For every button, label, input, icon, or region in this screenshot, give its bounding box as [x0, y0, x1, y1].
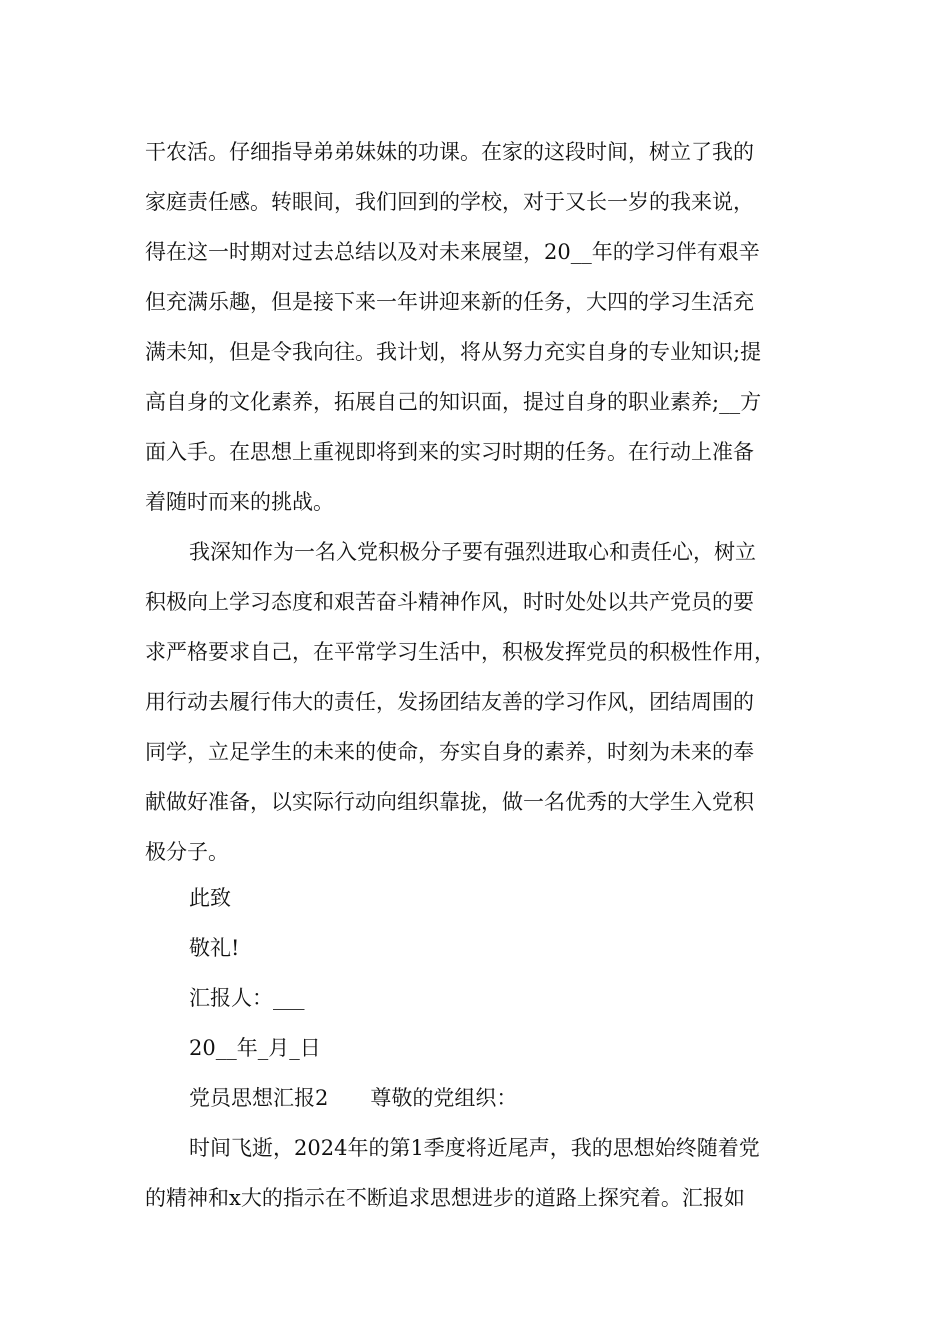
report-2-line-1: 时间飞逝，2024年的第1季度将近尾声，我的思想始终随着党: [189, 1136, 760, 1160]
paragraph-1-line-3: 得在这一时期对过去总结以及对未来展望，20__年的学习伴有艰辛: [145, 240, 760, 264]
paragraph-1-line-8: 着随时而来的挑战。: [145, 490, 334, 514]
report-2-greeting: 尊敬的党组织：: [370, 1086, 518, 1110]
paragraph-2-line-4: 用行动去履行伟大的责任，发扬团结友善的学习作风，团结周围的: [145, 690, 754, 714]
closing-salutation: 此致: [189, 886, 231, 910]
paragraph-1-line-1: 干农活。仔细指导弟弟妹妹的功课。在家的这段时间，树立了我的: [145, 140, 754, 164]
report-2-header: [189, 1083, 517, 1113]
paragraph-2-line-5: 同学，立足学生的未来的使命，夯实自身的素养，时刻为未来的奉: [145, 740, 754, 764]
closing-date: 20__年_月_日: [189, 1036, 321, 1060]
report-2-line-2: 的精神和x大的指示在不断追求思想进步的道路上探究着。汇报如: [145, 1186, 745, 1210]
paragraph-1-line-5: 满未知，但是令我向往。我计划，将从努力充实自身的专业知识;提: [145, 340, 762, 364]
paragraph-2-line-1: 我深知作为一名入党积极分子要有强烈进取心和责任心，树立: [189, 540, 756, 564]
paragraph-2-line-3: 求严格要求自己，在平常学习生活中，积极发挥党员的积极性作用，: [145, 640, 775, 664]
paragraph-2-line-2: 积极向上学习态度和艰苦奋斗精神作风，时时处处以共产党员的要: [145, 590, 754, 614]
paragraph-1-line-4: 但充满乐趣，但是接下来一年讲迎来新的任务，大四的学习生活充: [145, 290, 754, 314]
paragraph-1-line-2: 家庭责任感。转眼间，我们回到的学校，对于又长一岁的我来说，: [145, 190, 754, 214]
closing-regards: 敬礼!: [189, 936, 240, 960]
report-2-title: 党员思想汇报2: [189, 1086, 329, 1110]
paragraph-1-line-7: 面入手。在思想上重视即将到来的实习时期的任务。在行动上准备: [145, 440, 754, 464]
paragraph-2-line-6: 献做好准备，以实际行动向组织靠拢，做一名优秀的大学生入党积: [145, 790, 754, 814]
paragraph-1-line-6: 高自身的文化素养，拓展自己的知识面，提过自身的职业素养;__方: [145, 390, 762, 414]
closing-reporter: 汇报人：___: [189, 986, 305, 1010]
paragraph-2-line-7: 极分子。: [145, 840, 229, 864]
